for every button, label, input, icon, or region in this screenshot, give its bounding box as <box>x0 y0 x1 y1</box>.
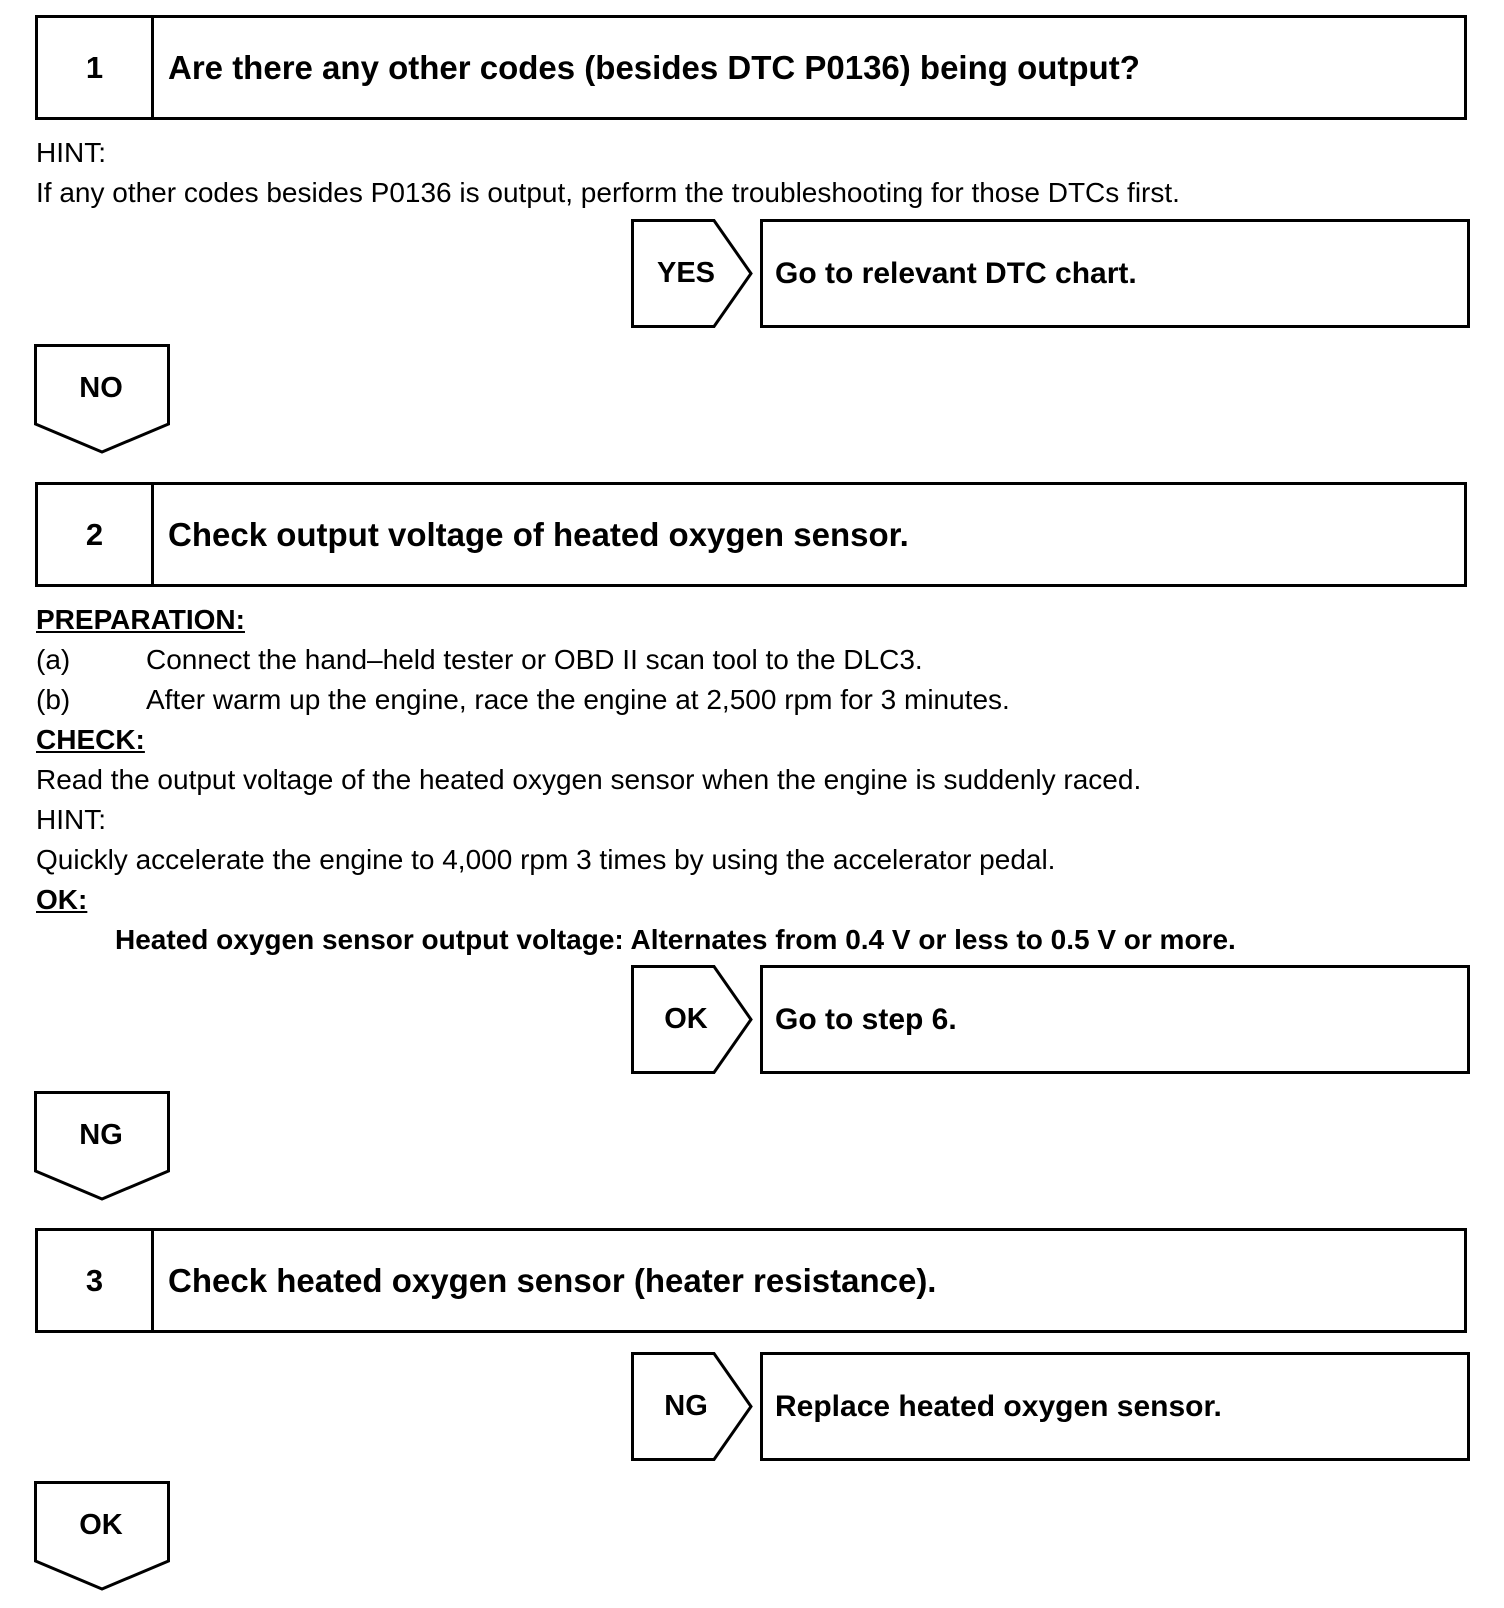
step-1-number: 1 <box>38 18 154 117</box>
step-3-ok-label: OK <box>79 1509 123 1541</box>
step-2-ok-spec: Heated oxygen sensor output voltage: Alternates from 0.4 V or less to 0.5 V or more. <box>115 924 1236 955</box>
step-1-no-label: NO <box>79 372 123 404</box>
step-2-ok-result: Go to step 6. <box>760 965 1470 1074</box>
step-2-preparation-item-b <box>36 680 1010 720</box>
step-2-ok-branch-label: OK <box>664 1003 708 1035</box>
step-1-title: Are there any other codes (besides DTC P0136) being output? <box>168 48 1140 86</box>
step-2-preparation-item-a-text: Connect the hand–held tester or OBD II scan tool to the DLC3. <box>146 644 923 675</box>
step-2-ok-arrow <box>631 965 755 1074</box>
step-2-check-text: Read the output voltage of the heated oxygen sensor when the engine is suddenly raced. <box>36 764 1142 795</box>
step-2-number: 2 <box>38 485 154 584</box>
step-1-header <box>35 15 1467 120</box>
step-3-ng-arrow <box>631 1352 755 1461</box>
step-2-title: Check output voltage of heated oxygen sensor. <box>168 515 909 553</box>
step-2-ok-label: OK: <box>36 884 88 915</box>
step-2-header <box>35 482 1467 587</box>
step-2-preparation-item-b-text: After warm up the engine, race the engine at 2,500 rpm for 3 minutes. <box>146 684 1010 715</box>
step-1-yes-arrow <box>631 219 755 328</box>
step-1-hint-label: HINT: <box>36 137 106 168</box>
step-1-yes-label: YES <box>656 257 716 289</box>
step-2-ng-arrow <box>34 1091 172 1203</box>
step-3-ng-result: Replace heated oxygen sensor. <box>760 1352 1470 1461</box>
step-2-preparation-label: PREPARATION: <box>36 604 245 635</box>
step-3-number: 3 <box>38 1231 154 1330</box>
step-2-preparation-item-a <box>36 640 923 680</box>
step-3-ok-arrow <box>34 1481 172 1593</box>
step-2-check-label: CHECK: <box>36 724 145 755</box>
step-2-hint-label: HINT: <box>36 804 106 835</box>
step-1-yes-result: Go to relevant DTC chart. <box>760 219 1470 328</box>
step-1-no-arrow <box>34 344 172 456</box>
step-2-preparation-item-a-tag: (a) <box>36 644 71 675</box>
step-3-header <box>35 1228 1467 1333</box>
step-1-hint-text: If any other codes besides P0136 is output, perform the troubleshooting for those DTCs first. <box>36 177 1180 208</box>
step-2-preparation-item-b-tag: (b) <box>36 684 71 715</box>
step-2-ng-label: NG <box>79 1119 123 1151</box>
step-2-hint-text: Quickly accelerate the engine to 4,000 rpm 3 times by using the accelerator pedal. <box>36 844 1056 875</box>
step-3-title: Check heated oxygen sensor (heater resistance). <box>168 1261 937 1299</box>
step-3-ng-branch-label: NG <box>664 1390 708 1422</box>
